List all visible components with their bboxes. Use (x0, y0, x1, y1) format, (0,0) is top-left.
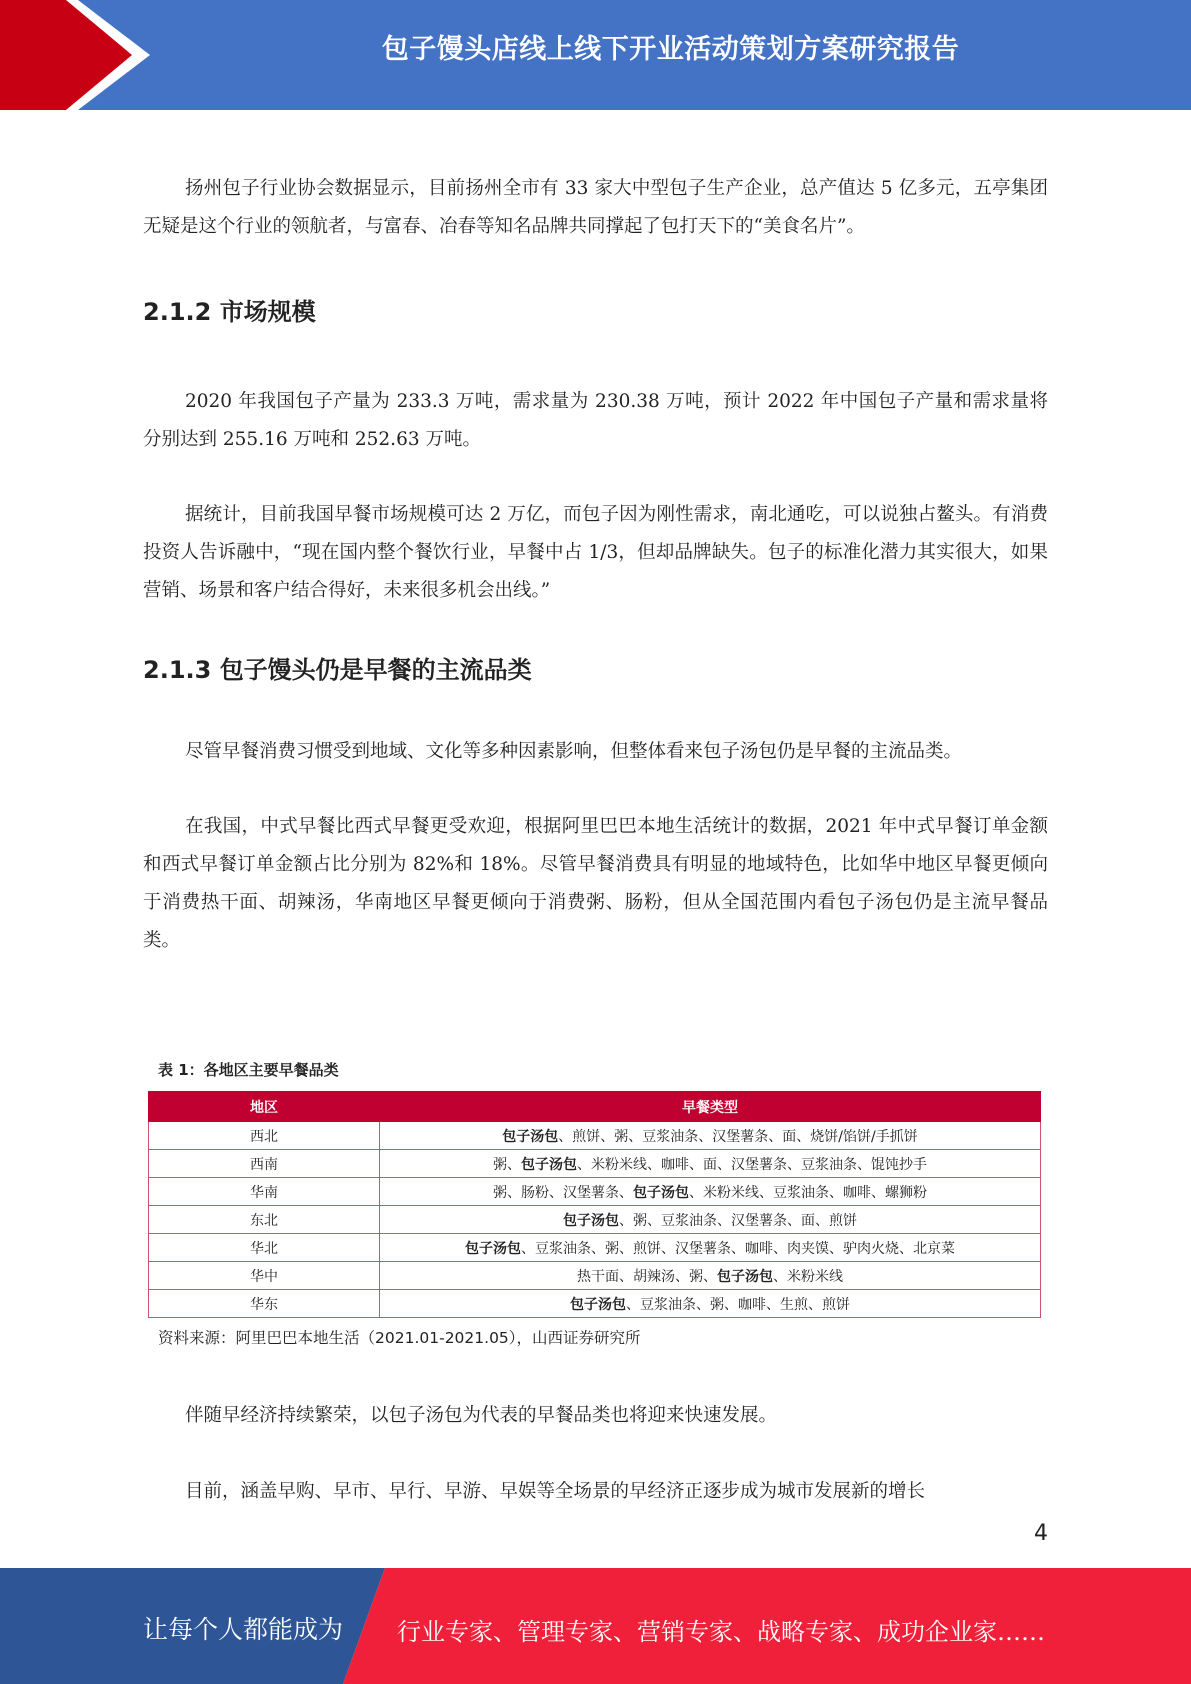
document-title: 包子馒头店线上线下开业活动策划方案研究报告 (381, 34, 960, 65)
column-header-region: 地区 (149, 1092, 380, 1122)
table-row (149, 1262, 1041, 1290)
type-text: 、豆浆油条、粥、煎饼、汉堡薯条、咖啡、肉夹馍、驴肉火烧、北京菜 (521, 1240, 955, 1257)
region-cell: 华东 (149, 1290, 380, 1318)
type-highlight: 包子汤包 (633, 1184, 689, 1201)
type-cell (380, 1290, 1041, 1318)
table-source-note: 资料来源：阿里巴巴本地生活（2021.01-2021.05），山西证券研究所 (158, 1329, 641, 1347)
table-row (149, 1206, 1041, 1234)
type-text: 粥、肠粉、汉堡薯条、 (493, 1184, 633, 1201)
type-cell (380, 1262, 1041, 1290)
region-cell: 东北 (149, 1206, 380, 1234)
type-text: 、米粉米线 (773, 1268, 843, 1285)
report-body-continued (143, 1397, 1048, 1511)
table-row (149, 1234, 1041, 1262)
type-highlight: 包子汤包 (465, 1240, 521, 1257)
type-highlight: 包子汤包 (563, 1212, 619, 1229)
paragraph: 伴随早经济持续繁荣，以包子汤包为代表的早餐品类也将迎来快速发展。 (185, 1405, 778, 1426)
type-cell (380, 1206, 1041, 1234)
type-text: 、粥、豆浆油条、汉堡薯条、面、煎饼 (619, 1212, 857, 1229)
report-body (143, 170, 1048, 960)
type-highlight: 包子汤包 (570, 1296, 626, 1313)
paragraph: 尽管早餐消费习惯受到地域、文化等多种因素影响，但整体看来包子汤包仍是早餐的主流品类。 (185, 741, 963, 762)
region-cell: 华北 (149, 1234, 380, 1262)
header-arrow-decoration (0, 0, 150, 110)
type-cell (380, 1234, 1041, 1262)
type-cell (380, 1178, 1041, 1206)
breakfast-category-table (148, 1091, 1041, 1318)
type-text: 、米粉米线、豆浆油条、咖啡、螺狮粉 (689, 1184, 927, 1201)
table-caption: 表 1：各地区主要早餐品类 (158, 1061, 339, 1079)
type-cell (380, 1122, 1041, 1150)
table-row (149, 1150, 1041, 1178)
type-highlight: 包子汤包 (521, 1156, 577, 1173)
region-cell: 华南 (149, 1178, 380, 1206)
footer-slogan-right: 行业专家、管理专家、营销专家、战略专家、成功企业家…… (397, 1618, 1045, 1646)
region-cell: 华中 (149, 1262, 380, 1290)
type-text: 热干面、胡辣汤、粥、 (577, 1268, 717, 1285)
type-highlight: 包子汤包 (717, 1268, 773, 1285)
paragraph: 扬州包子行业协会数据显示，目前扬州全市有 33 家大中型包子生产企业，总产值达 5 亿多元，五亭集团无疑是这个行业的领航者，与富春、冶春等知名品牌共同撑起了包打天下的“美食名片”。 (143, 178, 1048, 237)
table-row (149, 1122, 1041, 1150)
paragraph: 目前，涵盖早购、早市、早行、早游、早娱等全场景的早经济正逐步成为城市发展新的增长 (185, 1481, 926, 1502)
footer-slogan-left: 让每个人都能成为 (143, 1615, 344, 1644)
table-row (149, 1178, 1041, 1206)
region-cell: 西北 (149, 1122, 380, 1150)
paragraph: 在我国，中式早餐比西式早餐更受欢迎，根据阿里巴巴本地生活统计的数据，2021 年中式早餐订单金额和西式早餐订单金额占比分别为 82%和 18%。尽管早餐消费具有明显的地域特色，比如华中地区早餐更倾向于消费热干面、胡辣汤，华南地区早餐更倾向于消费粥、肠粉，但从全国范围内看包子汤包仍是主流早餐品类。 (143, 816, 1048, 951)
table-header-row (149, 1092, 1041, 1122)
header-band (0, 0, 1191, 110)
type-text: 粥、 (493, 1156, 521, 1173)
type-text: 、煎饼、粥、豆浆油条、汉堡薯条、面、烧饼/馅饼/手抓饼 (558, 1128, 918, 1145)
section-heading-2-1-2: 2.1.2 市场规模 (143, 298, 316, 326)
region-cell: 西南 (149, 1150, 380, 1178)
paragraph: 据统计，目前我国早餐市场规模可达 2 万亿，而包子因为刚性需求，南北通吃，可以说独占鳌头。有消费投资人告诉融中，“现在国内整个餐饮行业，早餐中占 1/3，但却品牌缺失。包子的标准化潜力其实很大，如果营销、场景和客户结合得好，未来很多机会出线。” (143, 504, 1048, 601)
type-cell (380, 1150, 1041, 1178)
type-highlight: 包子汤包 (502, 1128, 559, 1145)
section-heading-2-1-3: 2.1.3 包子馒头仍是早餐的主流品类 (143, 656, 532, 684)
type-text: 、豆浆油条、粥、咖啡、生煎、煎饼 (626, 1296, 850, 1313)
column-header-type: 早餐类型 (380, 1092, 1041, 1122)
table-row (149, 1290, 1041, 1318)
type-text: 、米粉米线、咖啡、面、汉堡薯条、豆浆油条、馄饨抄手 (577, 1156, 927, 1173)
page-number: 4 (1034, 1521, 1048, 1546)
paragraph: 2020 年我国包子产量为 233.3 万吨，需求量为 230.38 万吨，预计 2022 年中国包子产量和需求量将分别达到 255.16 万吨和 252.63 万吨。 (143, 391, 1048, 450)
